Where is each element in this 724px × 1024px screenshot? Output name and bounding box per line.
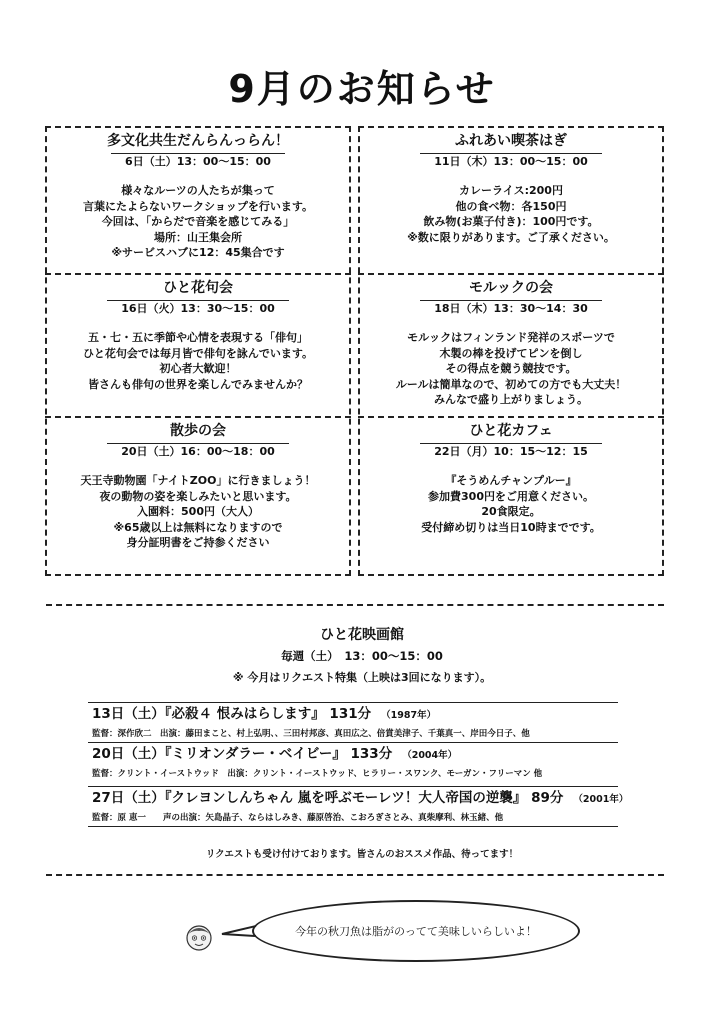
movie-credits: 監督：原 恵一 声の出演：矢島晶子、ならはしみき、藤原啓治、こおろぎさとみ、真柴摩利、林玉緒、他 bbox=[92, 813, 504, 823]
event-description bbox=[45, 330, 351, 392]
event-name: モルックの会 bbox=[469, 280, 553, 296]
event-line: 入園料：500円（大人） bbox=[137, 505, 259, 518]
event-line: 他の食べ物：各150円 bbox=[455, 199, 567, 213]
event-name: 散歩の会 bbox=[170, 423, 226, 439]
movie-title bbox=[88, 787, 629, 811]
movie-row bbox=[88, 786, 629, 825]
event-line: ルールは簡単なので、初めての方でも大丈夫！ bbox=[395, 377, 627, 391]
event-description bbox=[45, 473, 351, 551]
event-line: 天王寺動物園「ナイトZOO」に行きましょう！ bbox=[80, 474, 316, 487]
event-line: その得点を競う競技です。 bbox=[445, 362, 577, 375]
movie-year: （2004年） bbox=[402, 750, 458, 761]
event-line: 様々なルーツの人たちが集って bbox=[121, 184, 275, 197]
event-date: 18日（木）13：30～14：30 bbox=[420, 300, 602, 316]
event-line: ※数に限りがあります。ご了承ください。 bbox=[407, 230, 615, 244]
movie-credits: 監督：クリント・イーストウッド 出演：クリント・イーストウッド、ヒラリー・スワンク、モーガン・フリーマン 他 bbox=[92, 769, 543, 779]
cinema-title: ひと花映画館 bbox=[320, 627, 404, 643]
event-date: 6日（土）13：00～15：00 bbox=[111, 153, 285, 169]
movie-main: 27日（土）『クレヨンしんちゃん 嵐を呼ぶモーレツ！大人帝国の逆襲』 89分 bbox=[92, 790, 564, 806]
event-line: 受付締め切りは当日10時までです。 bbox=[421, 520, 601, 534]
speech-text: 今年の秋刀魚は脂がのってて美味しいらしいよ！ bbox=[295, 925, 537, 938]
event-line: 『そうめんチャンプルー』 bbox=[445, 474, 577, 487]
page-title: 9月のお知らせ bbox=[228, 67, 496, 111]
movie-row bbox=[88, 702, 618, 741]
event-card bbox=[45, 416, 351, 551]
event-line: 初心者大歓迎！ bbox=[159, 362, 237, 375]
request-note: リクエストも受け付けております。皆さんのおススメ作品、待ってます！ bbox=[205, 849, 519, 860]
event-line: 夜の動物の姿を楽しみたいと思います。 bbox=[99, 489, 297, 503]
event-card bbox=[358, 126, 664, 245]
section-divider bbox=[46, 874, 664, 876]
event-line: 言葉にたよらないワークショップを行います。 bbox=[83, 199, 313, 213]
event-line: ひと花句会では毎月皆で俳句を詠んでいます。 bbox=[82, 346, 314, 360]
event-line: 今回は、「からだで音楽を感じてみる」 bbox=[101, 215, 295, 228]
event-line: ※サービスハブに12：45集合です bbox=[111, 246, 285, 259]
event-line: モルックはフィンランド発祥のスポーツで bbox=[407, 331, 615, 344]
movie-title bbox=[88, 743, 618, 767]
event-card bbox=[45, 126, 351, 261]
movie-credits: 監督：深作欣二 出演：藤田まこと、村上弘明、、三田村邦彦、真田広之、倍賞美津子、千葉真一、岸田今日子、他 bbox=[92, 729, 530, 739]
event-line: カレーライス:200円 bbox=[459, 184, 563, 197]
event-date: 11日（木）13：00～15：00 bbox=[420, 153, 602, 169]
movie-list-bottom-border bbox=[88, 826, 618, 827]
event-description bbox=[358, 330, 664, 408]
event-line: 20食限定。 bbox=[481, 505, 541, 518]
speech-bubble bbox=[252, 900, 580, 962]
event-line: 飲み物(お菓子付き)：100円です。 bbox=[423, 215, 599, 228]
event-description bbox=[358, 473, 664, 535]
movie-row bbox=[88, 742, 618, 781]
event-name: ひと花句会 bbox=[163, 280, 233, 296]
event-date: 22日（月）10：15～12：15 bbox=[420, 443, 602, 459]
movie-main: 20日（土）『ミリオンダラー・ベイビー』 133分 bbox=[92, 746, 393, 762]
movie-year: （1987年） bbox=[381, 710, 437, 721]
character-face-icon bbox=[184, 922, 214, 952]
movie-title bbox=[88, 703, 618, 727]
section-divider bbox=[46, 604, 664, 606]
event-description bbox=[45, 183, 351, 261]
event-line: 皆さんも俳句の世界を楽しんでみませんか？ bbox=[88, 377, 308, 391]
event-name: 多文化共生だんらんっらん！ bbox=[107, 133, 289, 149]
event-date: 20日（土）16：00～18：00 bbox=[107, 443, 289, 459]
cinema-schedule: 毎週（土） 13：00～15：00 bbox=[281, 649, 443, 663]
event-line: 身分証明書をご持参ください bbox=[126, 536, 270, 549]
event-card bbox=[45, 273, 351, 392]
movie-main: 13日（土）『必殺４ 恨みはらします』 131分 bbox=[92, 706, 372, 722]
event-card bbox=[358, 416, 664, 535]
event-line: 五・七・五に季節や心情を表現する「俳句」 bbox=[88, 331, 308, 344]
cinema-note: ※ 今月はリクエスト特集（上映は3回になります）。 bbox=[232, 671, 492, 684]
event-line: みんなで盛り上がりましょう。 bbox=[434, 393, 588, 406]
event-name: ふれあい喫茶はぎ bbox=[455, 133, 567, 149]
event-description bbox=[358, 183, 664, 245]
event-line: 参加費300円をご用意ください。 bbox=[428, 489, 594, 503]
event-line: ※65歳以上は無料になりますので bbox=[113, 520, 283, 534]
event-date: 16日（火）13：30～15：00 bbox=[107, 300, 289, 316]
event-name: ひと花カフェ bbox=[469, 423, 553, 439]
event-line: 木製の棒を投げてピンを倒し bbox=[439, 346, 583, 360]
event-line: 場所：山王集会所 bbox=[154, 230, 242, 244]
event-card bbox=[358, 273, 664, 408]
movie-year: （2001年） bbox=[573, 794, 629, 805]
